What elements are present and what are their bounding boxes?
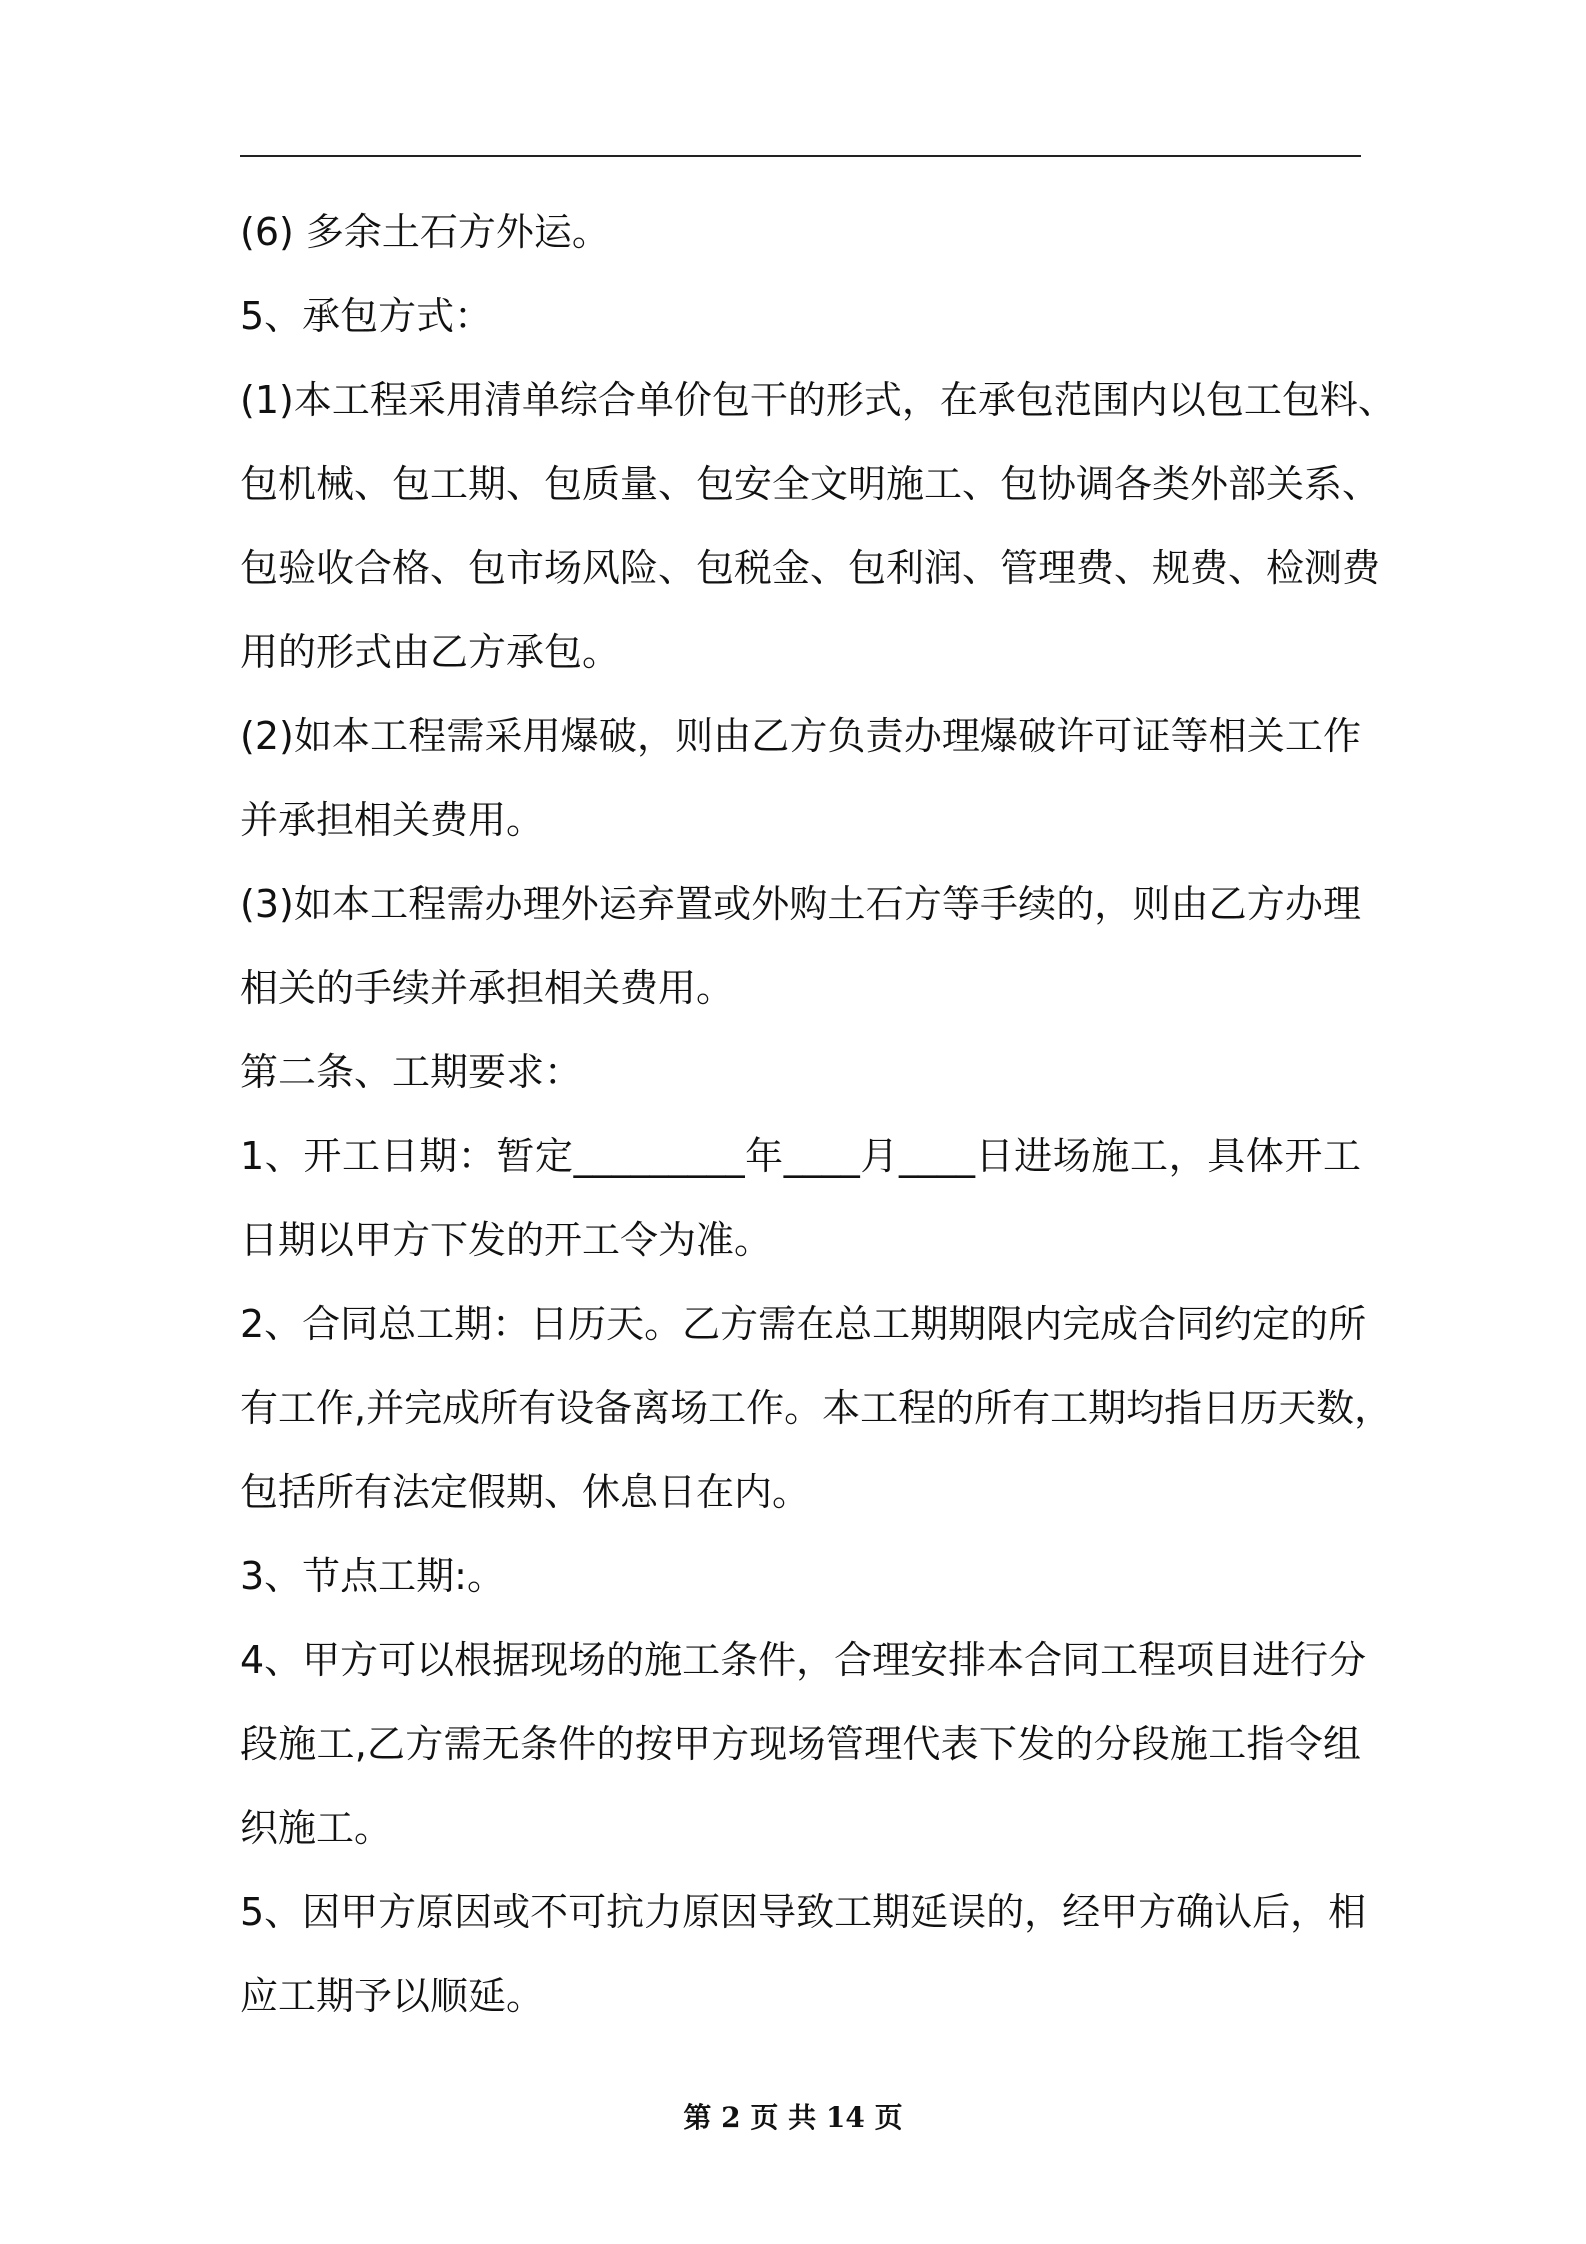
text-line: 日期以甲方下发的开工令为准。 bbox=[240, 1218, 773, 1262]
text-line: 包括所有法定假期、休息日在内。 bbox=[240, 1470, 811, 1514]
document-body bbox=[240, 190, 1396, 2038]
text-line: 有工作,并完成所有设备离场工作。本工程的所有工期均指日历天数， bbox=[240, 1386, 1393, 1430]
text-line: 第二条、工期要求： bbox=[240, 1050, 583, 1094]
text-line: 织施工。 bbox=[240, 1806, 393, 1850]
text-line: (6) 多余土石方外运。 bbox=[240, 210, 610, 254]
text-line: 包机械、包工期、包质量、包安全文明施工、包协调各类外部关系、 bbox=[240, 462, 1381, 506]
text-line: (1)本工程采用清单综合单价包干的形式，在承包范围内以包工包料、 bbox=[240, 378, 1396, 422]
text-line: 5、因甲方原因或不可抗力原因导致工期延误的，经甲方确认后，相 bbox=[240, 1890, 1367, 1934]
page-number-footer: 第 2 页 共 14 页 bbox=[683, 2101, 903, 2134]
text-line: 1、开工日期：暂定_________年____月____日进场施工，具体开工 bbox=[240, 1134, 1361, 1178]
text-line: (2)如本工程需采用爆破，则由乙方负责办理爆破许可证等相关工作 bbox=[240, 714, 1361, 758]
text-line: 2、合同总工期：日历天。乙方需在总工期期限内完成合同约定的所 bbox=[240, 1302, 1367, 1346]
text-line: 4、甲方可以根据现场的施工条件，合理安排本合同工程项目进行分 bbox=[240, 1638, 1367, 1682]
text-line: (3)如本工程需办理外运弃置或外购土石方等手续的，则由乙方办理 bbox=[240, 882, 1361, 926]
text-line: 用的形式由乙方承包。 bbox=[240, 630, 621, 674]
text-line: 包验收合格、包市场风险、包税金、包利润、管理费、规费、检测费 bbox=[240, 546, 1381, 590]
text-line: 段施工,乙方需无条件的按甲方现场管理代表下发的分段施工指令组 bbox=[240, 1722, 1361, 1766]
text-line: 应工期予以顺延。 bbox=[240, 1974, 545, 2018]
text-line: 并承担相关费用。 bbox=[240, 798, 545, 842]
text-line: 5、承包方式： bbox=[240, 294, 493, 338]
header-rule bbox=[240, 155, 1361, 157]
text-line: 3、节点工期:。 bbox=[240, 1554, 505, 1598]
text-line: 相关的手续并承担相关费用。 bbox=[240, 966, 735, 1010]
